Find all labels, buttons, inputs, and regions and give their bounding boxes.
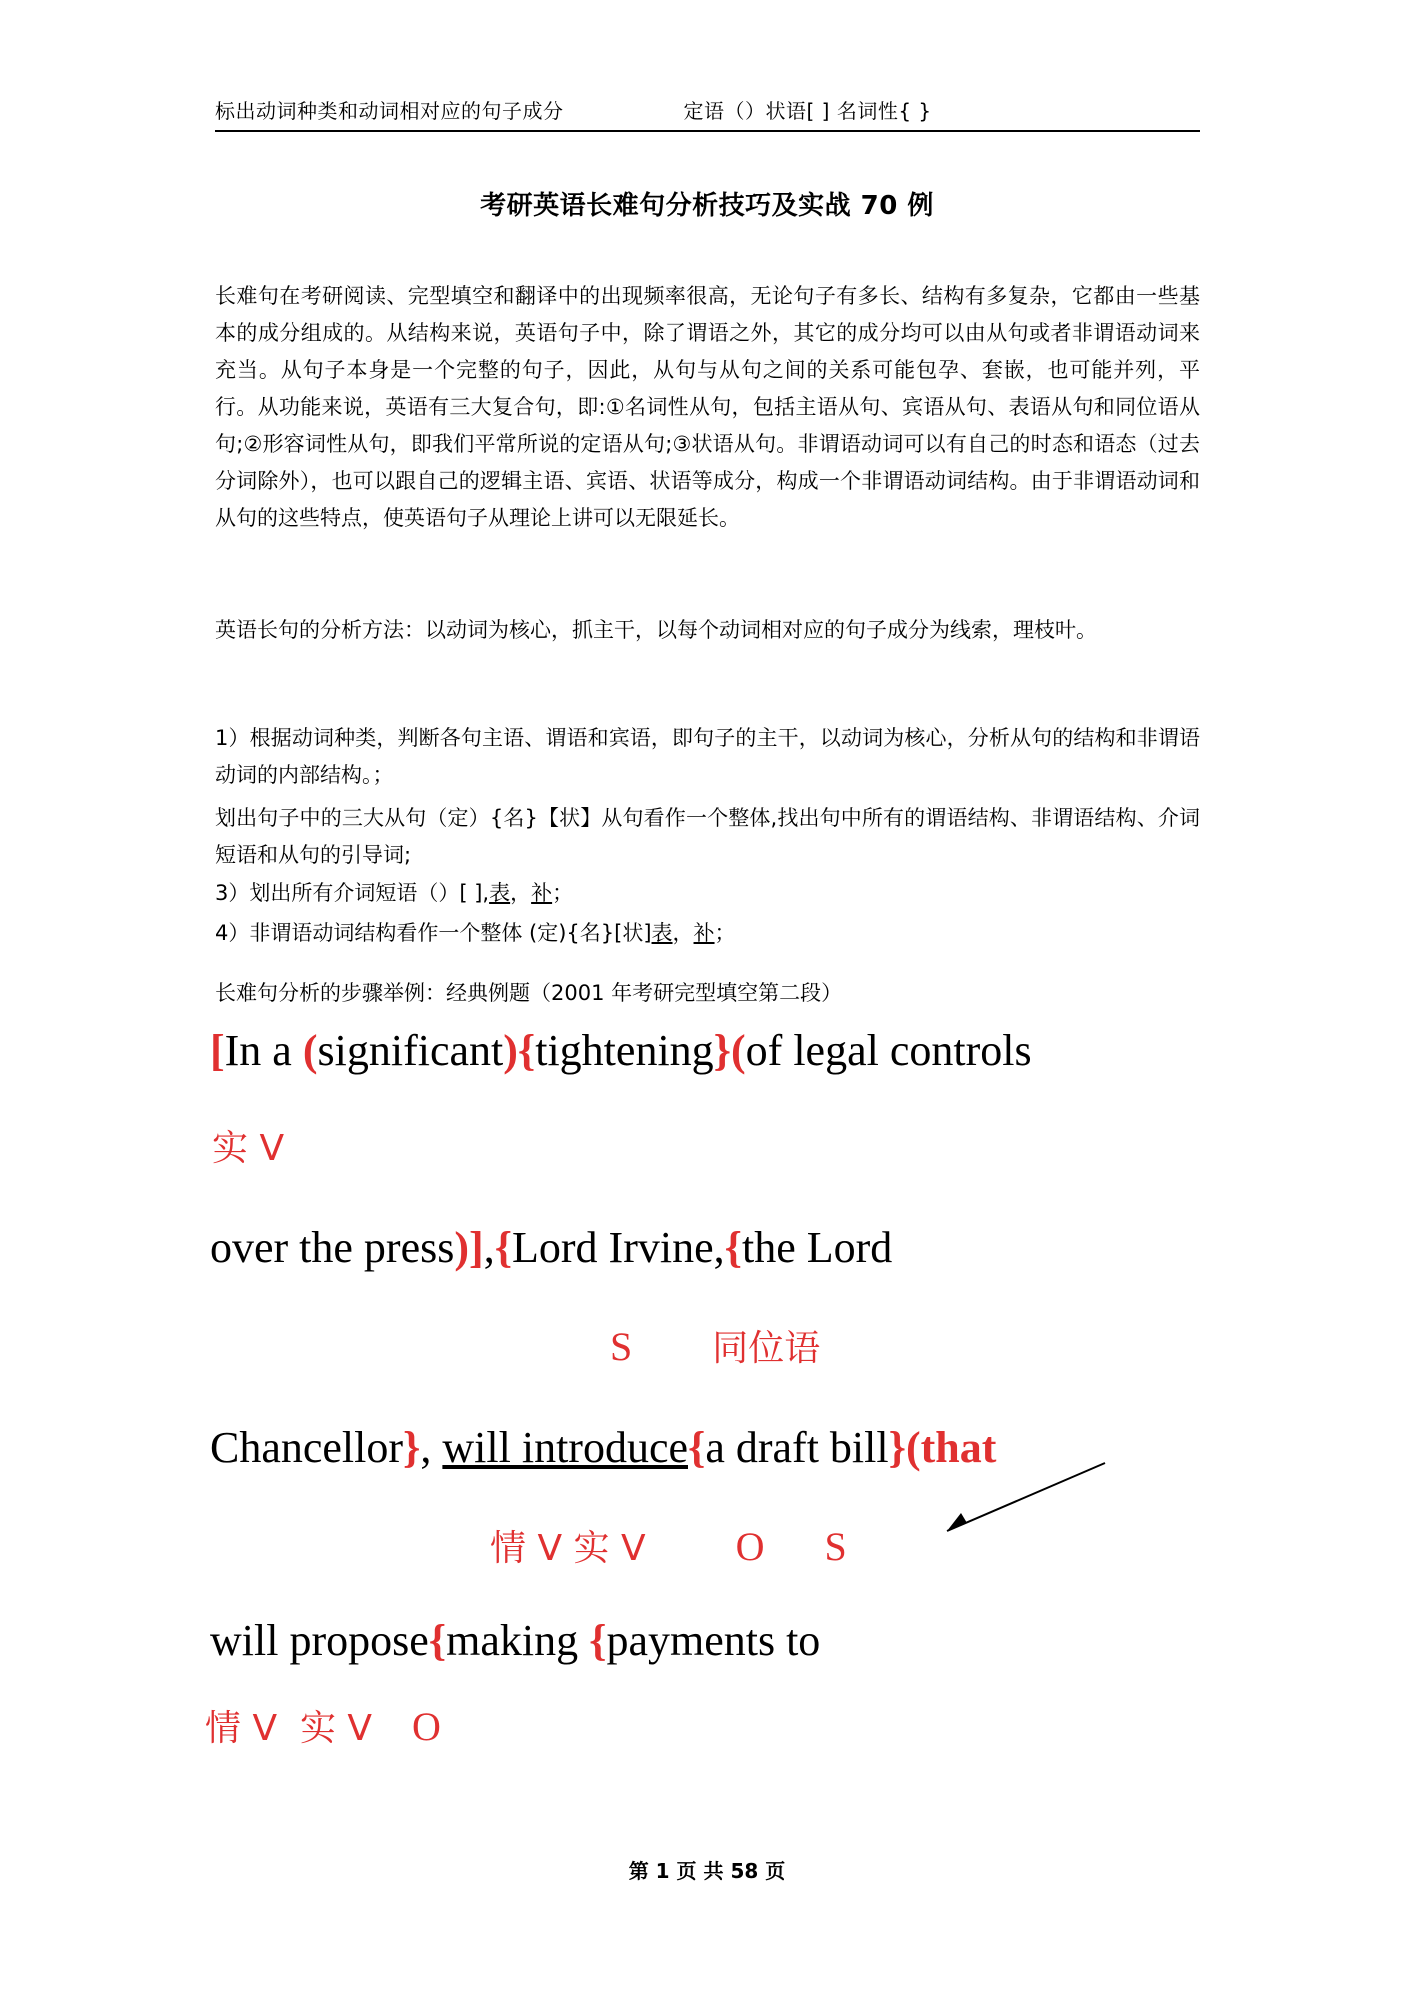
step4-middle: ， [672, 921, 694, 945]
step4-suffix: ； [714, 921, 736, 945]
step3-suffix: ； [552, 881, 574, 905]
line2-text-3: the Lord [741, 1223, 893, 1272]
analysis-line-4 [210, 1615, 1240, 1666]
analysis-label-row-1 [212, 1120, 284, 1171]
brace-open-noun-5: { [428, 1616, 447, 1665]
predicate-underline-1: will introduce [442, 1423, 688, 1472]
label-modal-real-verb-1: 情 V 实 V [490, 1528, 646, 1569]
brace-close-noun-3: } [403, 1423, 421, 1472]
paragraph-method: 英语长句的分析方法：以动词为核心，抓主干，以每个动词相对应的句子成分为线索，理枝叶。 [215, 618, 1097, 642]
label-object-1: O [735, 1524, 765, 1569]
step3-underline-2: 补 [531, 881, 553, 905]
page-footer: 第 1 页 共 58 页 [628, 1859, 786, 1883]
paragraph-step-3 [215, 875, 1200, 912]
analysis-label-row-3 [490, 1520, 847, 1571]
page-title: 考研英语长难句分析技巧及实战 70 例 [480, 191, 934, 221]
step4-underline-2: 补 [693, 921, 715, 945]
brace-open-noun-2: { [494, 1223, 513, 1272]
step3-underline-1: 表 [489, 881, 511, 905]
analysis-line-2 [210, 1222, 1240, 1273]
label-real-verb-1: 实 V [212, 1128, 285, 1169]
label-subject-2: S [824, 1524, 847, 1569]
reference-arrow-icon [925, 1455, 1115, 1545]
page-header [215, 95, 1200, 132]
line4-text-1: will propose [210, 1616, 429, 1665]
analysis-label-row-4 [205, 1700, 441, 1751]
line1-text-4: of legal controls [745, 1026, 1032, 1075]
line3-text-2: a draft bill [705, 1423, 889, 1472]
step3-middle: ， [510, 881, 532, 905]
brace-open-noun-1: { [517, 1026, 536, 1075]
brace-open-noun-3: { [724, 1223, 742, 1272]
line3-text-that: that [920, 1423, 997, 1472]
line1-text-2: significant [317, 1026, 504, 1075]
header-left-note: 标出动词种类和动词相对应的句子成分 [215, 99, 564, 123]
line4-text-2: making [446, 1616, 590, 1665]
line1-text-3: tightening [535, 1026, 714, 1075]
line2-text-1: over the press [210, 1223, 455, 1272]
brace-open-noun-4: { [688, 1423, 706, 1472]
line3-text-1: Chancellor [210, 1423, 404, 1472]
bracket-open-adverbial: [ [210, 1026, 225, 1075]
header-right-note: 定语（）状语[ ] 名词性{ } [683, 99, 932, 123]
label-appositive: 同位语 [712, 1328, 821, 1369]
bracket-close-adverbial: ] [469, 1223, 484, 1272]
brace-close-noun-4: } [888, 1423, 906, 1472]
paren-close-attributive-1: ) [503, 1026, 518, 1075]
analysis-line-1 [210, 1025, 1240, 1076]
step3-prefix: 3）划出所有介词短语（）[ ], [215, 881, 490, 905]
line3-comma: , [420, 1423, 443, 1472]
paragraph-step-1: 1）根据动词种类，判断各句主语、谓语和宾语，即句子的主干，以动词为核心，分析从句的结构和非谓语动词的内部结构。； [215, 726, 1200, 787]
label-modal-real-verb-2: 情 V 实 V [205, 1708, 373, 1749]
analysis-label-row-2 [610, 1320, 820, 1371]
paren-open-attributive-2: ( [731, 1026, 746, 1075]
line2-text-2: Lord Irvine, [512, 1223, 725, 1272]
brace-close-noun-1: } [713, 1026, 732, 1075]
paren-open-attributive-1: ( [302, 1026, 318, 1075]
paragraph-intro: 长难句在考研阅读、完型填空和翻译中的出现频率很高，无论句子有多长、结构有多复杂，它都由一些基本的成分组成的。从结构来说，英语句子中，除了谓语之外，其它的成分均可以由从句或者非谓语动词来充当。从句子本身是一个完整的句子，因此，从句与从句之间的关系可能包孕、套嵌，也可能并列，平行。从功能来说，英语有三大复合句，即:①名词性从句，包括主语从句、宾语从句、表语从句和同位语从句;②形容词性从句，即我们平常所说的定语从句;③状语从句。非谓语动词可以有自己的时态和语态（过去分词除外），也可以跟自己的逻辑主语、宾语、状语等成分，构成一个非谓语动词结构。由于非谓语动词和从句的这些特点，使英语句子从理论上讲可以无限延长。 [215, 284, 1200, 530]
label-object-2: O [412, 1704, 441, 1749]
line2-comma-1: , [483, 1223, 495, 1272]
step4-prefix: 4）非谓语动词结构看作一个整体 (定){名}[状] [215, 921, 652, 945]
step4-underline-1: 表 [651, 921, 673, 945]
paragraph-example-intro: 长难句分析的步骤举例：经典例题（2001 年考研完型填空第二段） [215, 981, 843, 1005]
line1-text-1: In a [224, 1026, 303, 1075]
brace-open-noun-6: { [589, 1616, 607, 1665]
paren-open-attributive-3: ( [905, 1423, 921, 1472]
paragraph-step-4 [215, 915, 1200, 952]
paragraph-step-2: 划出句子中的三大从句（定）{名}【状】从句看作一个整体,找出句中所有的谓语结构、非谓语结构、介词短语和从句的引导词; [215, 806, 1200, 867]
paren-close-attributive-2: ) [454, 1223, 470, 1272]
line4-text-3: payments to [606, 1616, 821, 1665]
label-subject-1: S [610, 1324, 633, 1369]
